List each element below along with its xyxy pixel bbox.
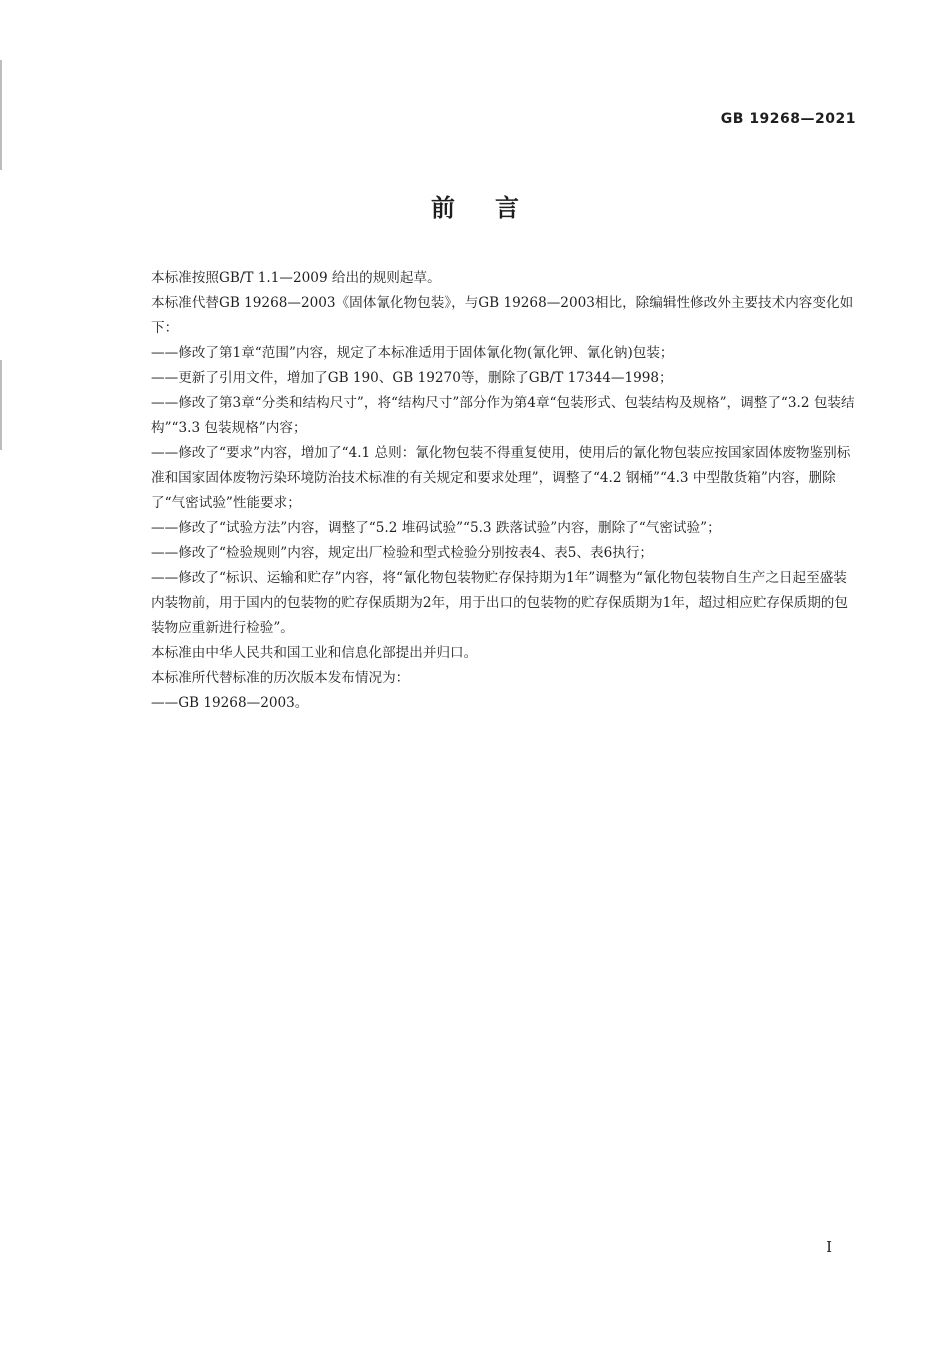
list-dash: —— — [151, 370, 179, 386]
list-item-text: 修改了“要求”内容，增加了“4.1 总则：氰化物包装不得重复使用，使用后的氰化物包装应按国家固体废物鉴别标准和国家固体废物污染环境防治技术标准的有关规定和要求处理”，调整了“4.2 钢桶”“4.3 中型散货箱”内容，删除了“气密试验”性能要求； — [151, 445, 851, 511]
list-dash: —— — [151, 695, 179, 711]
list-item-text: 修改了第1章“范围”内容，规定了本标准适用于固体氰化物(氰化钾、氰化钠)包装； — [178, 345, 674, 361]
list-item-text: GB 19268—2003。 — [178, 695, 309, 711]
list-dash: —— — [151, 345, 179, 361]
paragraph: 本标准按照GB/T 1.1—2009 给出的规则起草。 — [151, 270, 441, 286]
list-item — [151, 341, 856, 366]
list-item — [151, 366, 856, 391]
page-number: I — [826, 1238, 832, 1256]
list-dash: —— — [151, 395, 179, 411]
list-item — [151, 566, 856, 641]
list-item — [151, 516, 856, 541]
paragraph: 本标准由中华人民共和国工业和信息化部提出并归口。 — [151, 645, 478, 661]
list-item-text: 修改了第3章“分类和结构尺寸”，将“结构尺寸”部分作为第4章“包装形式、包装结构及规格”，调整了“3.2 包装结构”“3.3 包装规格”内容； — [151, 395, 855, 436]
standard-code: GB 19268—2021 — [720, 111, 856, 127]
list-item — [151, 441, 856, 516]
document-body — [151, 266, 856, 716]
list-item-text: 更新了引用文件，增加了GB 190、GB 19270等，删除了GB/T 17344—1998； — [178, 370, 673, 386]
paragraph: 本标准所代替标准的历次版本发布情况为： — [151, 670, 410, 686]
list-item-text: 修改了“标识、运输和贮存”内容，将“氰化物包装物贮存保持期为1年”调整为“氰化物包装物自生产之日起至盛装内装物前，用于国内的包装物的贮存保质期为2年，用于出口的包装物的贮存保质期为1年，超过相应贮存保质期的包装物应重新进行检验”。 — [151, 570, 848, 636]
list-item — [151, 391, 856, 441]
list-dash: —— — [151, 445, 179, 461]
list-dash: —— — [151, 545, 179, 561]
page-title: 前言 — [431, 194, 559, 222]
list-item-text: 修改了“试验方法”内容，调整了“5.2 堆码试验”“5.3 跌落试验”内容，删除了“气密试验”； — [178, 520, 721, 536]
scan-edge-mark — [0, 60, 2, 170]
list-item — [151, 541, 856, 566]
scan-edge-mark — [0, 360, 2, 450]
paragraph: 本标准代替GB 19268—2003《固体氰化物包装》，与GB 19268—2003相比，除编辑性修改外主要技术内容变化如下： — [151, 295, 854, 336]
list-item — [151, 691, 856, 716]
list-dash: —— — [151, 520, 179, 536]
list-item-text: 修改了“检验规则”内容，规定出厂检验和型式检验分别按表4、表5、表6执行； — [178, 545, 654, 561]
list-dash: —— — [151, 570, 179, 586]
